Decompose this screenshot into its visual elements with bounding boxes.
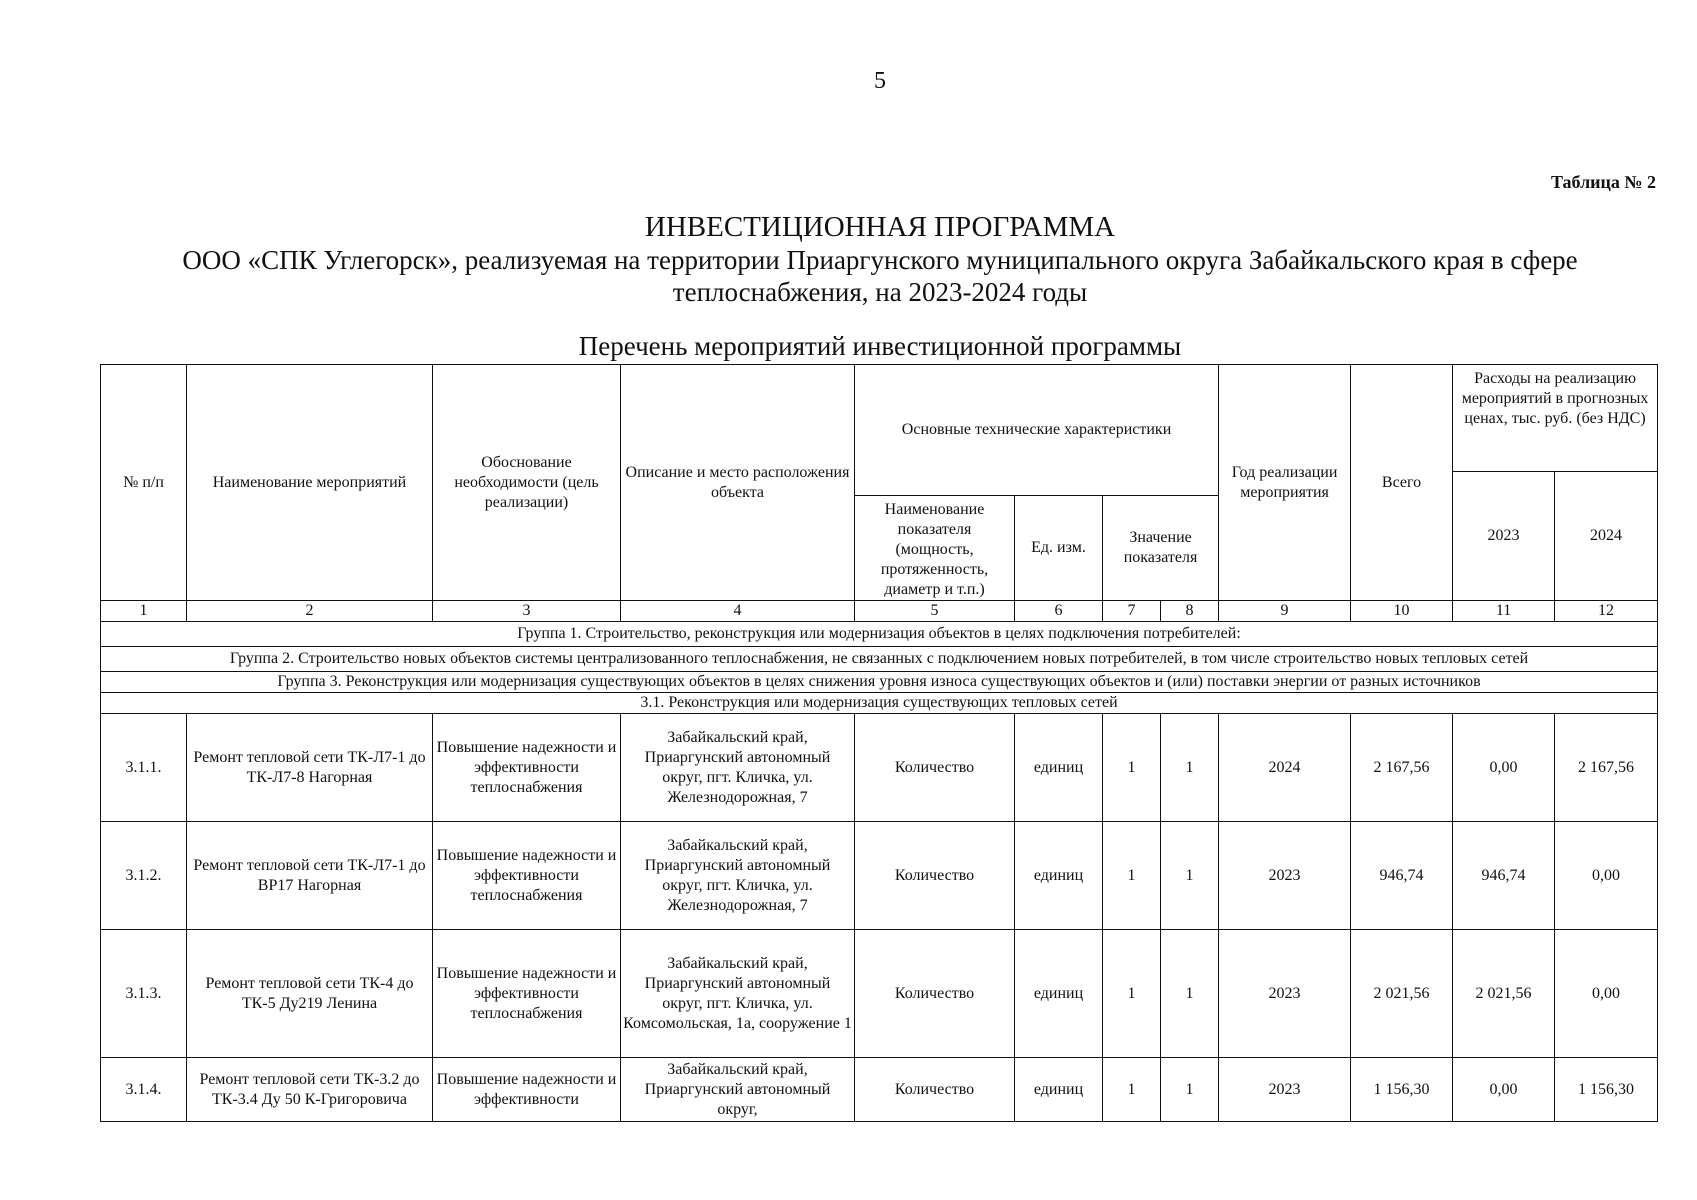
column-number: 12	[1555, 601, 1658, 622]
group-row	[101, 647, 1658, 672]
table-title: Перечень мероприятий инвестиционной программы	[578, 331, 1182, 361]
row-name: Ремонт тепловой сети ТК-4 до ТК-5 Ду219 Ленина	[187, 930, 433, 1058]
table-row	[101, 714, 1658, 822]
row-description: Забайкальский край, Приаргунский автономный округ, пгт. Кличка, ул. Комсомольская, 1а, сооружение 1	[621, 930, 855, 1058]
column-number: 8	[1161, 601, 1219, 622]
document-title: ИНВЕСТИЦИОННАЯ ПРОГРАММА	[644, 211, 1116, 243]
header-indicator: Наименование показателя (мощность, протяженность, диаметр и т.п.)	[855, 496, 1015, 601]
row-name: Ремонт тепловой сети ТК-3.2 до ТК-3.4 Ду 50 К-Григоровича	[187, 1058, 433, 1122]
row-justification: Повышение надежности и эффективности теплоснабжения	[433, 930, 621, 1058]
row-description: Забайкальский край, Приаргунский автономный округ,	[621, 1058, 855, 1122]
group-row	[101, 622, 1658, 647]
row-year: 2023	[1219, 930, 1351, 1058]
row-name: Ремонт тепловой сети ТК-Л7-1 до ТК-Л7-8 Нагорная	[187, 714, 433, 822]
column-number: 9	[1219, 601, 1351, 622]
subgroup-3-1-title: 3.1. Реконструкция или модернизация существующих тепловых сетей	[101, 693, 1658, 714]
header-2024: 2024	[1555, 472, 1658, 601]
column-number-row	[101, 601, 1658, 622]
column-number: 6	[1015, 601, 1103, 622]
subgroup-row	[101, 693, 1658, 714]
header-tech: Основные технические характеристики	[855, 365, 1219, 496]
header-year: Год реализации мероприятия	[1219, 365, 1351, 601]
row-value-7: 1	[1103, 930, 1161, 1058]
row-value-8: 1	[1161, 714, 1219, 822]
header-2023: 2023	[1453, 472, 1555, 601]
row-unit: единиц	[1015, 714, 1103, 822]
table-label: Таблица № 2	[1550, 172, 1656, 192]
group-2-title: Группа 2. Строительство новых объектов системы централизованного теплоснабжения, не связанных с подключением новых потребителей, в том числе строительство новых тепловых сетей	[101, 647, 1658, 672]
row-description: Забайкальский край, Приаргунский автономный округ, пгт. Кличка, ул. Железнодорожная, 7	[621, 822, 855, 930]
column-number: 10	[1351, 601, 1453, 622]
row-cost-2024: 0,00	[1555, 930, 1658, 1058]
row-value-8: 1	[1161, 822, 1219, 930]
row-indicator: Количество	[855, 822, 1015, 930]
row-value-7: 1	[1103, 714, 1161, 822]
group-row	[101, 672, 1658, 693]
table-row	[101, 822, 1658, 930]
row-num: 3.1.1.	[101, 714, 187, 822]
header-description: Описание и место расположения объекта	[621, 365, 855, 601]
row-cost-2023: 946,74	[1453, 822, 1555, 930]
header-total: Всего	[1351, 365, 1453, 601]
row-total: 2 167,56	[1351, 714, 1453, 822]
column-number: 7	[1103, 601, 1161, 622]
column-number: 3	[433, 601, 621, 622]
header-justification: Обоснование необходимости (цель реализации)	[433, 365, 621, 601]
row-unit: единиц	[1015, 930, 1103, 1058]
column-number: 2	[187, 601, 433, 622]
row-num: 3.1.4.	[101, 1058, 187, 1122]
row-cost-2024: 0,00	[1555, 822, 1658, 930]
header-value: Значение показателя	[1103, 496, 1219, 601]
header-num: № п/п	[101, 365, 187, 601]
table-row	[101, 1058, 1658, 1122]
row-justification: Повышение надежности и эффективности	[433, 1058, 621, 1122]
row-year: 2024	[1219, 714, 1351, 822]
row-indicator: Количество	[855, 930, 1015, 1058]
row-num: 3.1.2.	[101, 822, 187, 930]
row-cost-2024: 2 167,56	[1555, 714, 1658, 822]
row-value-7: 1	[1103, 822, 1161, 930]
row-value-7: 1	[1103, 1058, 1161, 1122]
document-subtitle: ООО «СПК Углегорск», реализуемая на территории Приаргунского муниципального округа Забайкальского края в сфере теплоснабжения, на 2023-2024 годы	[182, 245, 1578, 307]
row-total: 1 156,30	[1351, 1058, 1453, 1122]
column-number: 11	[1453, 601, 1555, 622]
header-name: Наименование мероприятий	[187, 365, 433, 601]
investment-table	[100, 364, 1658, 1122]
row-cost-2024: 1 156,30	[1555, 1058, 1658, 1122]
row-unit: единиц	[1015, 822, 1103, 930]
row-unit: единиц	[1015, 1058, 1103, 1122]
header-row-1	[101, 365, 1658, 472]
column-number: 1	[101, 601, 187, 622]
row-num: 3.1.3.	[101, 930, 187, 1058]
row-cost-2023: 0,00	[1453, 714, 1555, 822]
row-description: Забайкальский край, Приаргунский автономный округ, пгт. Кличка, ул. Железнодорожная, 7	[621, 714, 855, 822]
table-row	[101, 930, 1658, 1058]
header-unit: Ед. изм.	[1015, 496, 1103, 601]
header-costs: Расходы на реализацию мероприятий в прогнозных ценах, тыс. руб. (без НДС)	[1453, 365, 1658, 472]
row-justification: Повышение надежности и эффективности теплоснабжения	[433, 822, 621, 930]
row-value-8: 1	[1161, 1058, 1219, 1122]
row-justification: Повышение надежности и эффективности теплоснабжения	[433, 714, 621, 822]
group-1-title: Группа 1. Строительство, реконструкция или модернизация объектов в целях подключения потребителей:	[101, 622, 1658, 647]
row-total: 2 021,56	[1351, 930, 1453, 1058]
column-number: 4	[621, 601, 855, 622]
row-cost-2023: 2 021,56	[1453, 930, 1555, 1058]
row-year: 2023	[1219, 822, 1351, 930]
page-number: 5	[874, 68, 886, 94]
row-year: 2023	[1219, 1058, 1351, 1122]
row-indicator: Количество	[855, 1058, 1015, 1122]
row-cost-2023: 0,00	[1453, 1058, 1555, 1122]
column-number: 5	[855, 601, 1015, 622]
row-name: Ремонт тепловой сети ТК-Л7-1 до ВР17 Нагорная	[187, 822, 433, 930]
row-value-8: 1	[1161, 930, 1219, 1058]
row-total: 946,74	[1351, 822, 1453, 930]
row-indicator: Количество	[855, 714, 1015, 822]
group-3-title: Группа 3. Реконструкция или модернизация существующих объектов в целях снижения уровня износа существующих объектов и (или) поставки энергии от разных источников	[101, 672, 1658, 693]
document-heading	[0, 210, 1697, 308]
